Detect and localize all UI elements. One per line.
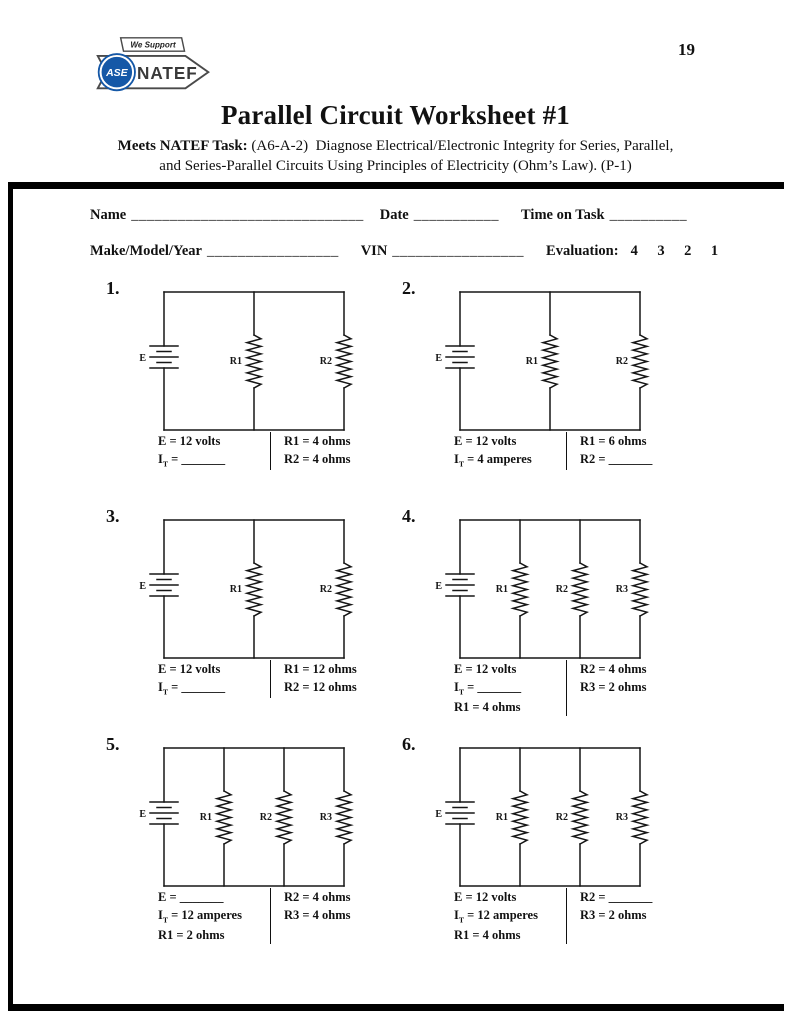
facts-col-2: [270, 888, 351, 944]
fact-line: $I_T = 12$ amperes: [158, 908, 242, 925]
battery-label: E: [435, 809, 442, 820]
fact-line: R1 = 12 ohms: [284, 662, 357, 676]
fact-line: R1 = 6 ohms: [580, 434, 647, 448]
resistor-label: R1: [495, 812, 508, 823]
problem-facts: [454, 660, 696, 716]
fact-line: $I_T = 4$ amperes: [454, 452, 532, 469]
page-number: 19: [678, 40, 695, 59]
fact-line: R3 = 2 ohms: [580, 908, 647, 923]
resistor-label: R2: [319, 584, 332, 595]
problems-grid: [104, 276, 696, 952]
circuit-diagram: [132, 508, 362, 666]
name-blank: ______________________________: [131, 207, 364, 223]
fact-line: E = _______: [158, 890, 224, 904]
ase-logo-text: ASE: [106, 67, 128, 79]
facts-col-1: [454, 888, 566, 944]
battery-label: E: [435, 581, 442, 592]
problem-number: 2.: [402, 278, 416, 298]
facts-col-1: [454, 432, 566, 470]
fact-line: R3 = 4 ohms: [284, 908, 351, 923]
facts-col-1: [454, 660, 566, 716]
circuit-diagram: [132, 280, 362, 438]
problem-number: 6.: [402, 734, 416, 754]
resistor-label: R2: [259, 812, 272, 823]
time-on-task-blank: __________: [609, 207, 688, 223]
resistor-label: R2: [319, 356, 332, 367]
problem-number: 3.: [106, 506, 120, 526]
fact-line: R2 = 4 ohms: [580, 662, 647, 676]
resistor-label: R3: [615, 584, 628, 595]
facts-col-2: [566, 432, 652, 470]
resistor-label: R2: [555, 812, 568, 823]
natef-logo: [92, 34, 216, 95]
fact-line: $I_T$ = _______: [158, 680, 226, 697]
fact-line: E = 12 volts: [454, 434, 517, 448]
fact-line: E = 12 volts: [158, 434, 221, 448]
fact-line: R2 = 12 ohms: [284, 680, 357, 695]
facts-col-2: [270, 660, 357, 698]
evaluation-label: Evaluation:: [546, 243, 619, 259]
problem-card: [400, 732, 696, 952]
problem-card: [104, 732, 400, 952]
facts-col-2: [270, 432, 351, 470]
circuit-diagram: [132, 736, 362, 894]
battery-label: E: [139, 581, 146, 592]
vin-blank: _________________: [392, 243, 525, 259]
resistor-label: R1: [199, 812, 212, 823]
fact-line: E = 12 volts: [454, 890, 517, 904]
task-line-2: and Series-Parallel Circuits Using Principles of Electricity (Ohm’s Law). (P-1): [159, 158, 632, 174]
problem-card: [400, 504, 696, 724]
battery-label: E: [139, 809, 146, 820]
make-model-year-blank: _________________: [206, 243, 339, 259]
task-text-1: (A6-A-2) Diagnose Electrical/Electronic Integrity for Series, Parallel,: [247, 138, 674, 154]
circuit-diagram: [428, 280, 658, 438]
date-blank: ___________: [413, 207, 499, 223]
vin-label: VIN: [360, 243, 388, 259]
fact-line: R2 = 4 ohms: [284, 890, 351, 904]
facts-col-1: [158, 432, 270, 470]
resistor-label: R3: [615, 812, 628, 823]
fact-line: E = 12 volts: [454, 662, 517, 676]
make-model-year-label: Make/Model/Year: [90, 243, 202, 259]
circuit-diagram: [428, 736, 658, 894]
scan-edge-left: [8, 183, 13, 1011]
resistor-label: R2: [615, 356, 628, 367]
fact-line: $I_T$ = _______: [454, 680, 522, 697]
date-label: Date: [379, 207, 409, 223]
logo-natef-text: NATEF: [137, 62, 198, 83]
resistor-label: R3: [319, 812, 332, 823]
divider-rule: [8, 182, 784, 189]
page-title: Parallel Circuit Worksheet #1: [220, 100, 570, 130]
resistor-label: R1: [495, 584, 508, 595]
problem-facts: [454, 888, 696, 944]
fact-line: E = 12 volts: [158, 662, 221, 676]
problem-facts: [158, 432, 400, 470]
scan-edge-bottom: [8, 1004, 784, 1011]
facts-col-1: [158, 660, 270, 698]
problem-card: [400, 276, 696, 496]
fact-line: R1 = 4 ohms: [284, 434, 351, 448]
fact-line: $I_T$ = _______: [158, 452, 226, 469]
evaluation-values: 4 3 2 1: [630, 243, 720, 259]
problem-number: 1.: [106, 278, 120, 298]
time-on-task-label: Time on Task: [521, 207, 605, 223]
battery-label: E: [435, 353, 442, 364]
logo-we-support-text: We Support: [130, 40, 176, 50]
circuit-diagram: [428, 508, 658, 666]
problem-number: 5.: [106, 734, 120, 754]
problem-card: [104, 276, 400, 496]
resistor-label: R1: [525, 356, 538, 367]
resistor-label: R1: [229, 356, 242, 367]
fact-line: R1 = 2 ohms: [158, 927, 225, 942]
problem-facts: [158, 660, 400, 698]
problem-card: [104, 504, 400, 724]
form-row-vehicle: [90, 243, 730, 260]
problem-facts: [158, 888, 400, 944]
task-line-1: [0, 138, 791, 155]
facts-col-2: [566, 888, 652, 944]
problem-number: 4.: [402, 506, 416, 526]
fact-line: R3 = 2 ohms: [580, 680, 647, 695]
battery-label: E: [139, 353, 146, 364]
resistor-label: R1: [229, 584, 242, 595]
fact-line: $I_T = 12$ amperes: [454, 908, 538, 925]
resistor-label: R2: [555, 584, 568, 595]
fact-line: R2 = _______: [580, 452, 653, 467]
fact-line: R1 = 4 ohms: [454, 699, 521, 714]
facts-col-2: [566, 660, 647, 716]
problem-facts: [454, 432, 696, 470]
fact-line: R1 = 4 ohms: [454, 927, 521, 942]
name-label: Name: [90, 207, 127, 223]
task-label: Meets NATEF Task:: [117, 138, 248, 154]
fact-line: R2 = 4 ohms: [284, 452, 351, 467]
fact-line: R2 = _______: [580, 890, 653, 904]
facts-col-1: [158, 888, 270, 944]
form-row-name: [90, 207, 730, 224]
